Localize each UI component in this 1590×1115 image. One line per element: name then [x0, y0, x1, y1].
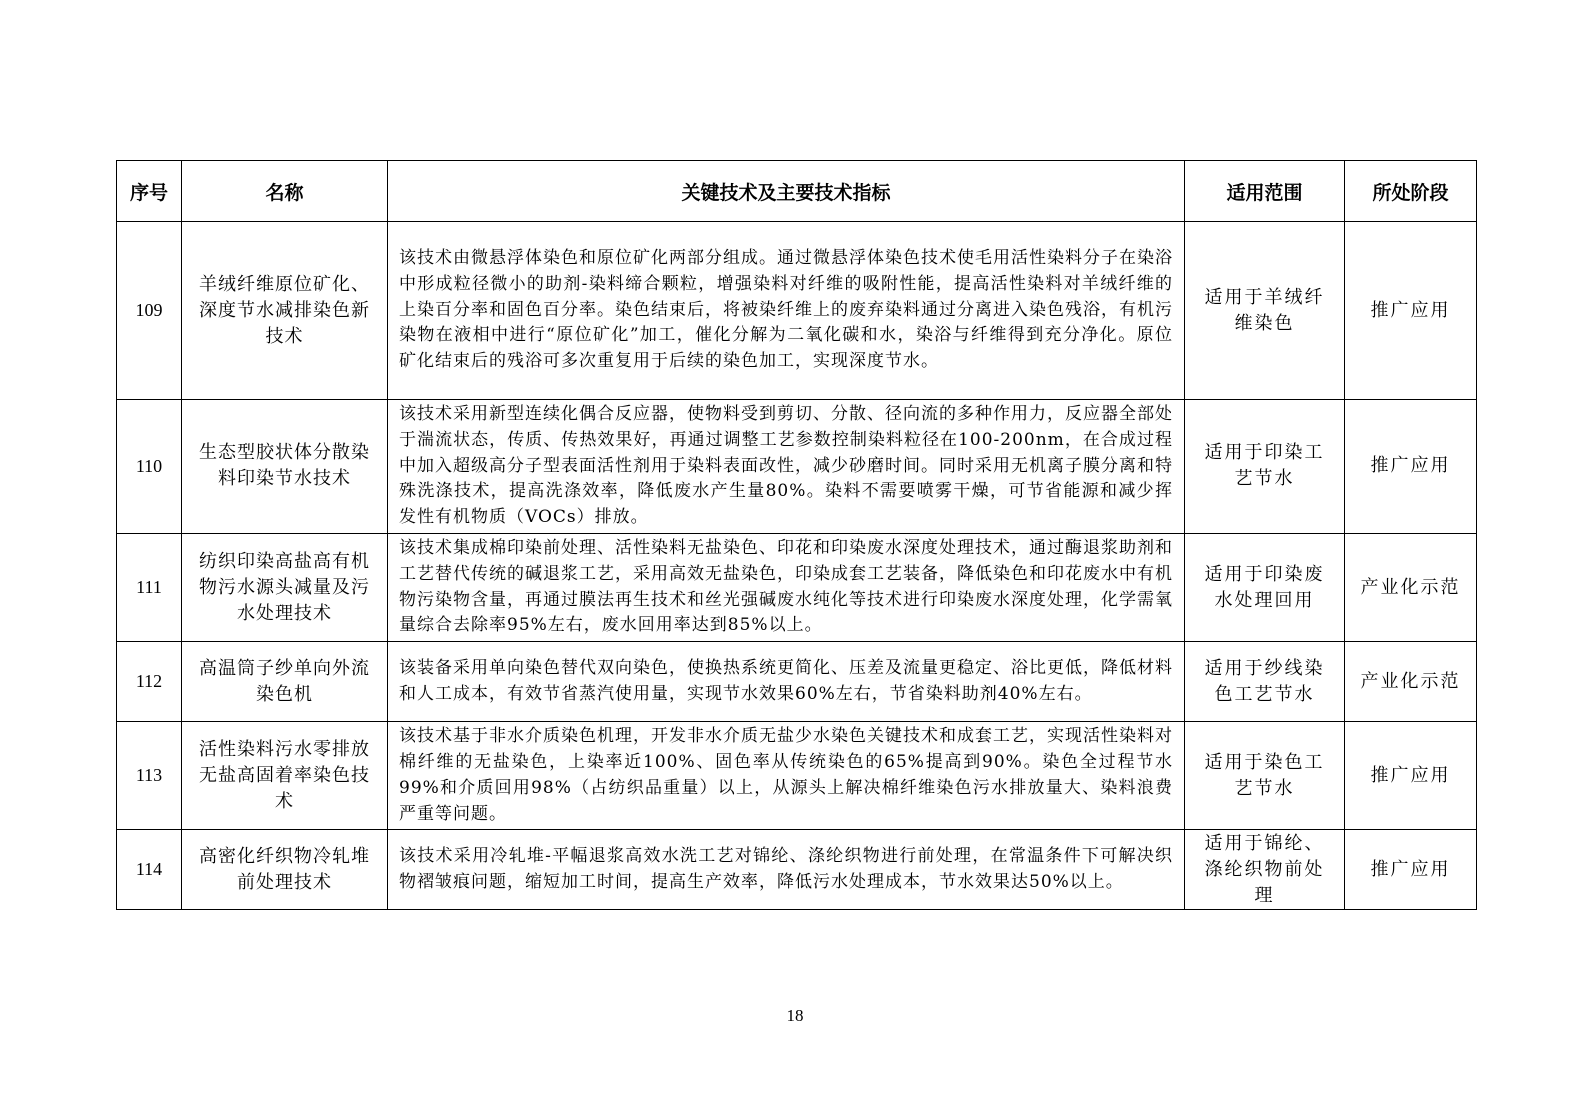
row-seq: 109: [117, 222, 182, 400]
row-description: 该技术由微悬浮体染色和原位矿化两部分组成。通过微悬浮体染色技术使毛用活性染料分子在染浴中形成粒径微小的助剂-染料缔合颗粒，增强染料对纤维的吸附性能，提高活性染料对羊绒纤维的上染百分率和固色百分率。染色结束后，将被染纤维上的废弃染料通过分离进入染色残浴，有机污染物在液相中进行“原位矿化”加工，催化分解为二氧化碳和水，染浴与纤维得到充分净化。原位矿化结束后的残浴可多次重复用于后续的染色加工，实现深度节水。: [388, 222, 1185, 400]
row-name: 活性染料污水零排放无盐高固着率染色技术: [182, 722, 388, 830]
row-stage: 推广应用: [1345, 222, 1477, 400]
header-seq: 序号: [117, 161, 182, 222]
table-body: [117, 222, 1477, 910]
table-row: [117, 400, 1477, 534]
page-number: 18: [786, 1006, 804, 1025]
row-name: 生态型胶状体分散染料印染节水技术: [182, 400, 388, 534]
table-row: [117, 222, 1477, 400]
table-row: [117, 642, 1477, 722]
row-name: 高密化纤织物冷轧堆前处理技术: [182, 830, 388, 910]
table-row: [117, 722, 1477, 830]
row-stage: 推广应用: [1345, 830, 1477, 910]
row-stage: 产业化示范: [1345, 642, 1477, 722]
technology-table: [116, 160, 1477, 910]
table-header: [117, 161, 1477, 222]
row-seq: 113: [117, 722, 182, 830]
row-stage: 产业化示范: [1345, 533, 1477, 641]
row-seq: 111: [117, 533, 182, 641]
row-scope: 适用于纱线染色工艺节水: [1185, 642, 1345, 722]
table-row: [117, 830, 1477, 910]
row-name: 羊绒纤维原位矿化、深度节水减排染色新技术: [182, 222, 388, 400]
row-seq: 112: [117, 642, 182, 722]
row-scope: 适用于羊绒纤维染色: [1185, 222, 1345, 400]
row-scope: 适用于锦纶、涤纶织物前处理: [1185, 830, 1345, 910]
row-scope: 适用于印染废水处理回用: [1185, 533, 1345, 641]
row-description: 该技术采用新型连续化偶合反应器，使物料受到剪切、分散、径向流的多种作用力，反应器全部处于湍流状态，传质、传热效果好，再通过调整工艺参数控制染料粒径在100-200nm，在合成过程中加入超级高分子型表面活性剂用于染料表面改性，减少砂磨时间。同时采用无机离子膜分离和特殊洗涤技术，提高洗涤效率，降低废水产生量80%。染料不需要喷雾干燥，可节省能源和减少挥发性有机物质（VOCs）排放。: [388, 400, 1185, 534]
row-name: 高温筒子纱单向外流染色机: [182, 642, 388, 722]
row-description: 该技术集成棉印染前处理、活性染料无盐染色、印花和印染废水深度处理技术，通过酶退浆助剂和工艺替代传统的碱退浆工艺，采用高效无盐染色，印染成套工艺装备，降低染色和印花废水中有机物污染物含量，再通过膜法再生技术和丝光强碱废水纯化等技术进行印染废水深度处理，化学需氧量综合去除率95%左右，废水回用率达到85%以上。: [388, 533, 1185, 641]
row-scope: 适用于染色工艺节水: [1185, 722, 1345, 830]
row-description: 该技术采用冷轧堆-平幅退浆高效水洗工艺对锦纶、涤纶织物进行前处理，在常温条件下可解决织物褶皱痕问题，缩短加工时间，提高生产效率，降低污水处理成本，节水效果达50%以上。: [388, 830, 1185, 910]
header-scope: 适用范围: [1185, 161, 1345, 222]
row-seq: 114: [117, 830, 182, 910]
row-description: 该装备采用单向染色替代双向染色，使换热系统更简化、压差及流量更稳定、浴比更低，降低材料和人工成本，有效节省蒸汽使用量，实现节水效果60%左右，节省染料助剂40%左右。: [388, 642, 1185, 722]
row-stage: 推广应用: [1345, 400, 1477, 534]
header-stage: 所处阶段: [1345, 161, 1477, 222]
row-name: 纺织印染高盐高有机物污水源头减量及污水处理技术: [182, 533, 388, 641]
row-description: 该技术基于非水介质染色机理，开发非水介质无盐少水染色关键技术和成套工艺，实现活性染料对棉纤维的无盐染色，上染率近100%、固色率从传统染色的65%提高到90%。染色全过程节水99%和介质回用98%（占纺织品重量）以上，从源头上解决棉纤维染色污水排放量大、染料浪费严重等问题。: [388, 722, 1185, 830]
row-seq: 110: [117, 400, 182, 534]
header-row: [117, 161, 1477, 222]
row-scope: 适用于印染工艺节水: [1185, 400, 1345, 534]
table-row: [117, 533, 1477, 641]
row-stage: 推广应用: [1345, 722, 1477, 830]
header-name: 名称: [182, 161, 388, 222]
header-key-tech: 关键技术及主要技术指标: [388, 161, 1185, 222]
